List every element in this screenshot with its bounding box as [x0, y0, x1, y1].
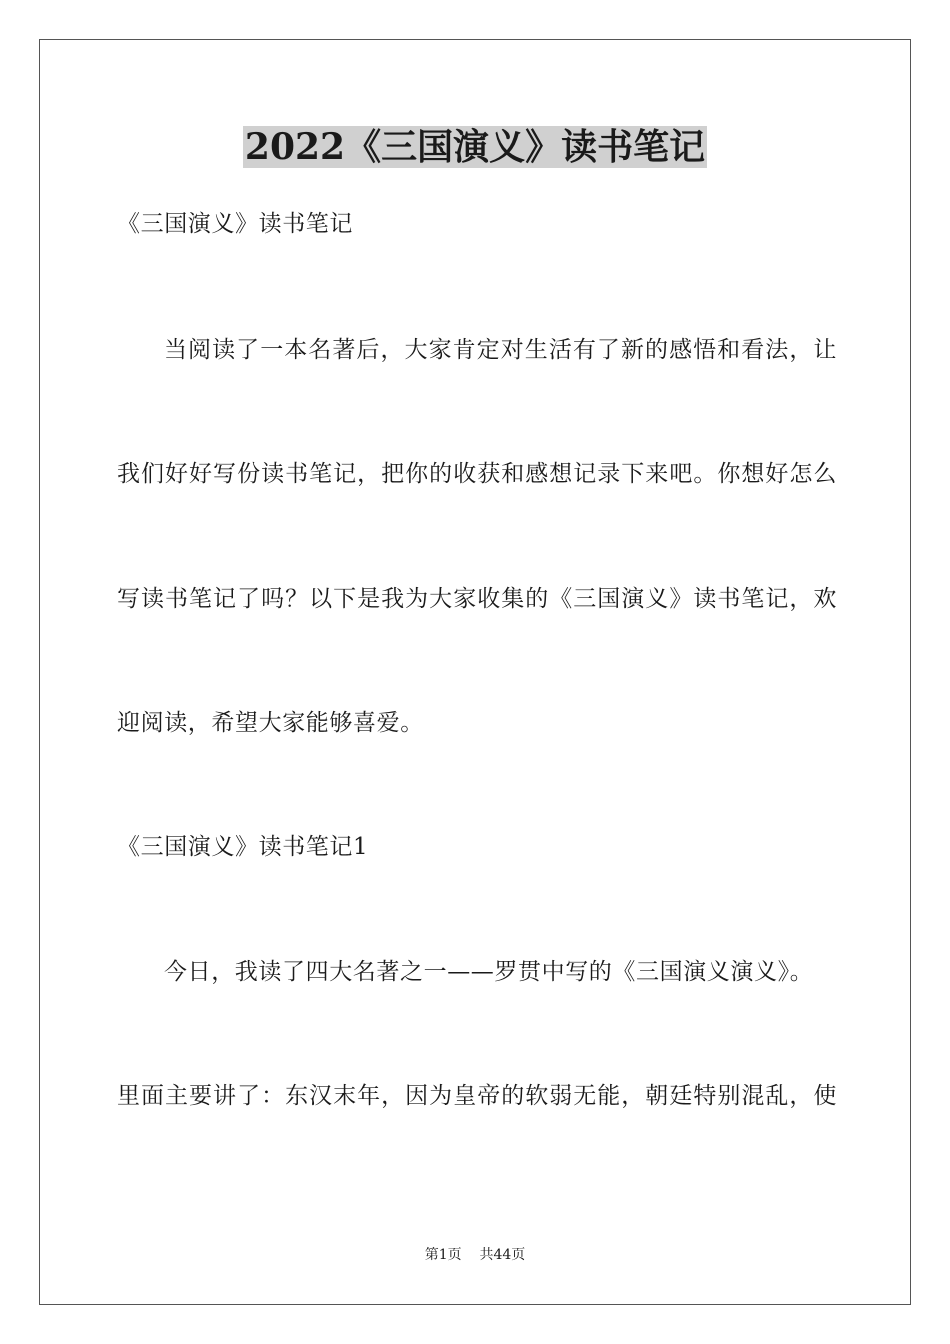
total-pages-label: 共44页: [479, 1247, 526, 1263]
paragraph-line: 我们好好写份读书笔记，把你的收获和感想记录下来吧。你想好怎么: [117, 461, 837, 487]
paragraph-line: 今日，我读了四大名著之一——罗贯中写的《三国演义演义》。: [164, 959, 814, 985]
paragraph-line: 当阅读了一本名著后，大家肯定对生活有了新的感悟和看法，让: [164, 337, 837, 363]
section-heading: 《三国演义》读书笔记1: [117, 834, 369, 860]
page-footer: [0, 1246, 950, 1264]
paragraph-line: 里面主要讲了：东汉末年，因为皇帝的软弱无能，朝廷特别混乱，使: [117, 1083, 837, 1109]
document-title-text: 2022《三国演义》读书笔记: [244, 126, 706, 168]
document-title: [0, 124, 950, 170]
paragraph-line: 迎阅读，希望大家能够喜爱。: [117, 710, 424, 736]
subtitle-line: 《三国演义》读书笔记: [117, 211, 353, 237]
paragraph-line: 写读书笔记了吗？以下是我为大家收集的《三国演义》读书笔记，欢: [117, 586, 837, 612]
page-number-label: 第1页: [424, 1247, 462, 1263]
